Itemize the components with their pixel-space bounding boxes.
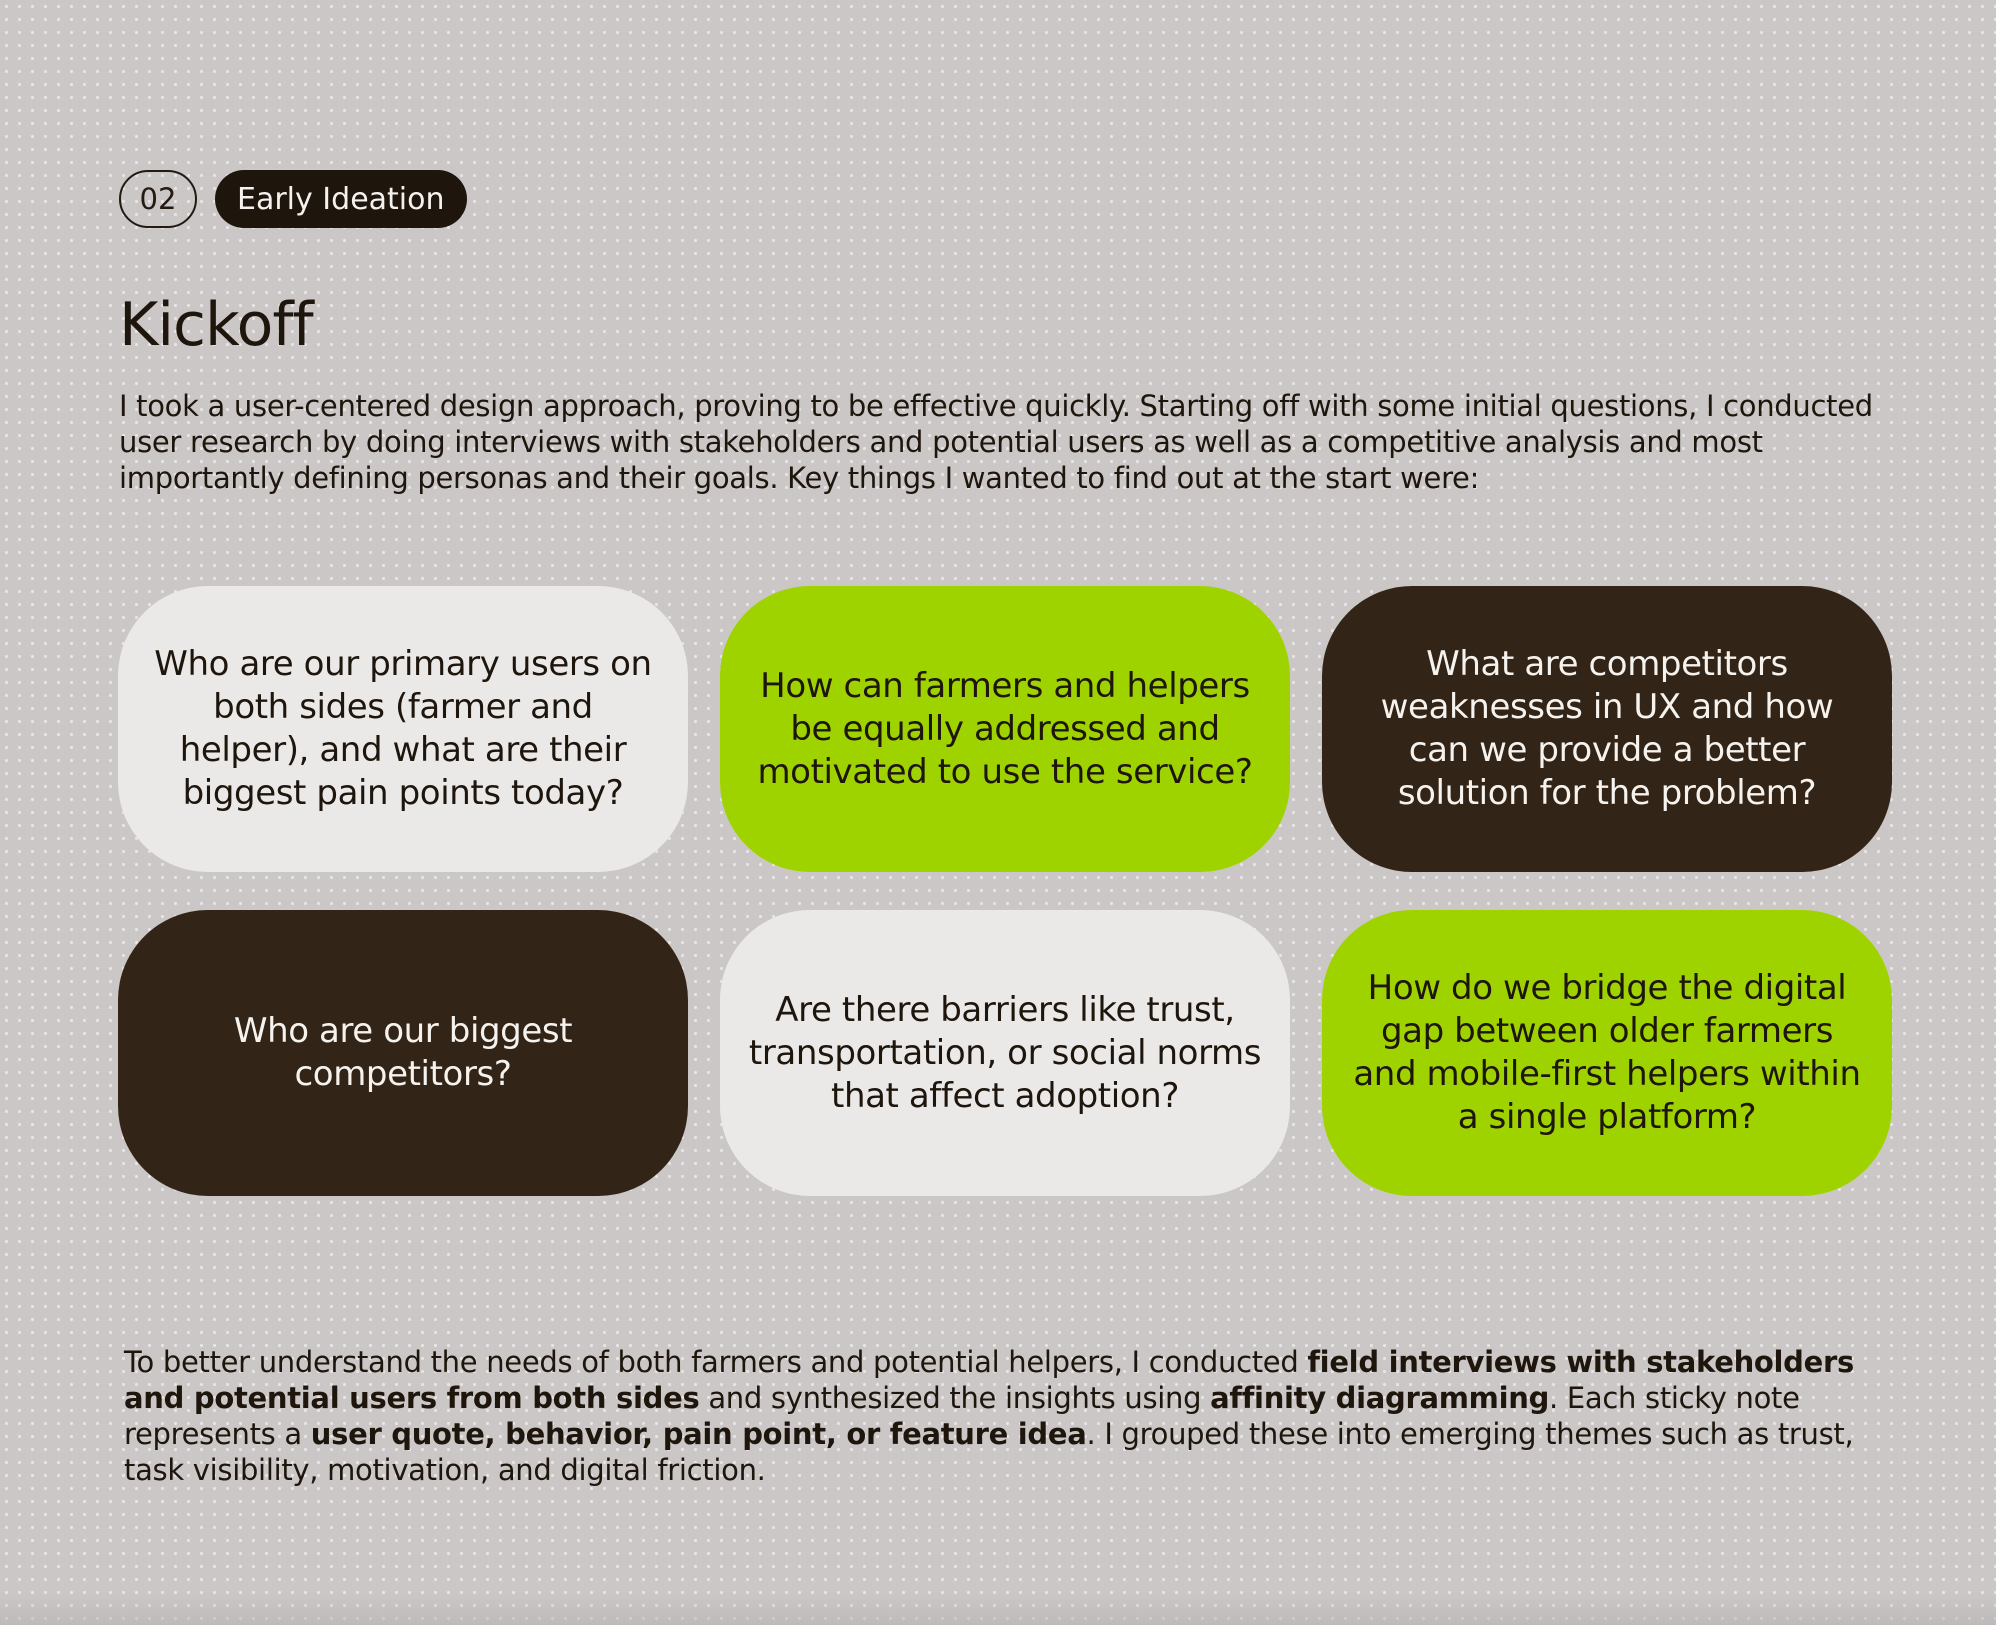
page-title: Kickoff <box>119 290 313 360</box>
outro-bold-2: affinity diagramming <box>1210 1381 1550 1415</box>
section-label-badge: Early Ideation <box>215 170 467 228</box>
outro-bold-1: field interviews with stakeholders and potential users from both sides <box>124 1345 1854 1415</box>
section-header <box>119 170 467 228</box>
outro-text-3: . Each sticky note represents a <box>124 1381 1800 1451</box>
question-card-motivation: How can farmers and helpers be equally addressed and motivated to use the service? <box>720 586 1290 872</box>
bottom-fade <box>0 1595 1996 1625</box>
question-card-barriers: Are there barriers like trust, transportation, or social norms that affect adoption? <box>720 910 1290 1196</box>
outro-text-2: and synthesized the insights using <box>699 1381 1211 1415</box>
question-card-competitor-weaknesses: What are competitors weaknesses in UX and how can we provide a better solution for the problem? <box>1322 586 1892 872</box>
step-number-badge: 02 <box>119 170 197 228</box>
intro-paragraph: I took a user-centered design approach, proving to be effective quickly. Starting off with some initial questions, I conducted user research by doing interviews with stakeholders and potential users as well as a competitive analysis and most importantly defining personas and their goals. Key things I wanted to find out at the start were: <box>119 389 1873 495</box>
outro-bold-3: user quote, behavior, pain point, or feature idea <box>310 1417 1087 1451</box>
question-card-biggest-competitors: Who are our biggest competitors? <box>118 910 688 1196</box>
outro-text-4: . I grouped these into emerging themes such as trust, task visibility, motivation, and digital friction. <box>124 1417 1854 1487</box>
question-card-primary-users: Who are our primary users on both sides (farmer and helper), and what are their biggest pain points today? <box>118 586 688 872</box>
question-card-digital-gap: How do we bridge the digital gap between older farmers and mobile-first helpers within a single platform? <box>1322 910 1892 1196</box>
question-cards-grid <box>118 586 1892 1196</box>
outro-text-1: To better understand the needs of both farmers and potential helpers, I conducted <box>124 1345 1308 1379</box>
outro-paragraph <box>124 1344 1894 1488</box>
